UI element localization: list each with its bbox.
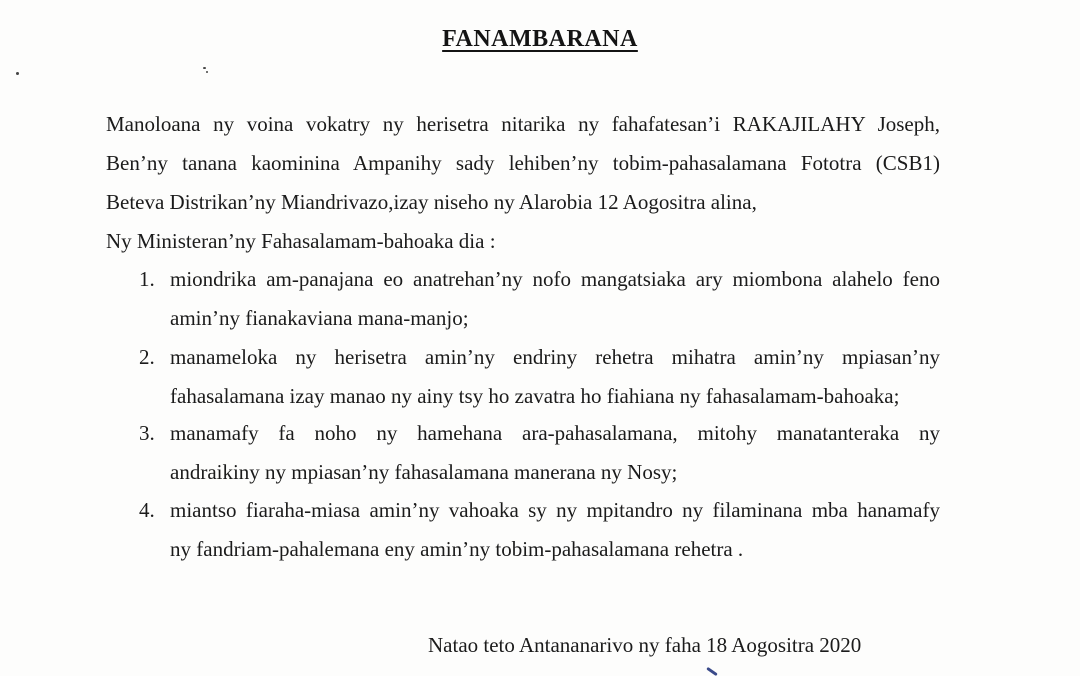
scan-speck xyxy=(206,71,208,73)
item-1-line-2: amin’ny fianakaviana mana-manjo; xyxy=(170,306,469,330)
scan-speck xyxy=(16,72,19,75)
item-3-number: 3. xyxy=(139,421,155,445)
item-1-number: 1. xyxy=(139,267,155,291)
item-4-number: 4. xyxy=(139,498,155,522)
scan-speck xyxy=(203,67,206,69)
document-title: FANAMBARANA xyxy=(442,26,638,52)
item-4-line-2: ny fandriam-pahalemana eny amin’ny tobim-pahasalamana rehetra . xyxy=(170,537,744,561)
item-4-line-1: miantso fiaraha-miasa amin’ny vahoaka sy ny mpitandro ny filaminana mba hanamafy xyxy=(170,498,940,522)
closing-line: Natao teto Antananarivo ny faha 18 Aogositra 2020 xyxy=(428,633,862,657)
item-2-number: 2. xyxy=(139,345,155,369)
item-2-line-2: fahasalamana izay manao ny ainy tsy ho zavatra ho fiahiana ny fahasalamam-bahoaka; xyxy=(170,384,900,408)
item-2-line-1: manameloka ny herisetra amin’ny endriny rehetra mihatra amin’ny mpiasan’ny xyxy=(170,345,940,369)
intro-line-2: Ben’ny tanana kaominina Ampanihy sady lehiben’ny tobim-pahasalamana Fototra (CSB1) xyxy=(106,151,940,175)
item-1-line-1: miondrika am-panajana eo anatrehan’ny nofo mangatsiaka ary miombona alahelo feno xyxy=(170,267,940,291)
intro-line-3: Beteva Distrikan’ny Miandrivazo,izay niseho ny Alarobia 12 Aogositra alina, xyxy=(106,190,757,214)
item-3-line-1: manamafy fa noho ny hamehana ara-pahasalamana, mitohy manatanteraka ny xyxy=(170,421,940,445)
item-3-line-2: andraikiny ny mpiasan’ny fahasalamana manerana ny Nosy; xyxy=(170,460,678,484)
intro-line-4: Ny Ministeran’ny Fahasalamam-bahoaka dia : xyxy=(106,229,496,253)
intro-line-1: Manoloana ny voina vokatry ny herisetra nitarika ny fahafatesan’i RAKAJILAHY Joseph, xyxy=(106,112,940,136)
